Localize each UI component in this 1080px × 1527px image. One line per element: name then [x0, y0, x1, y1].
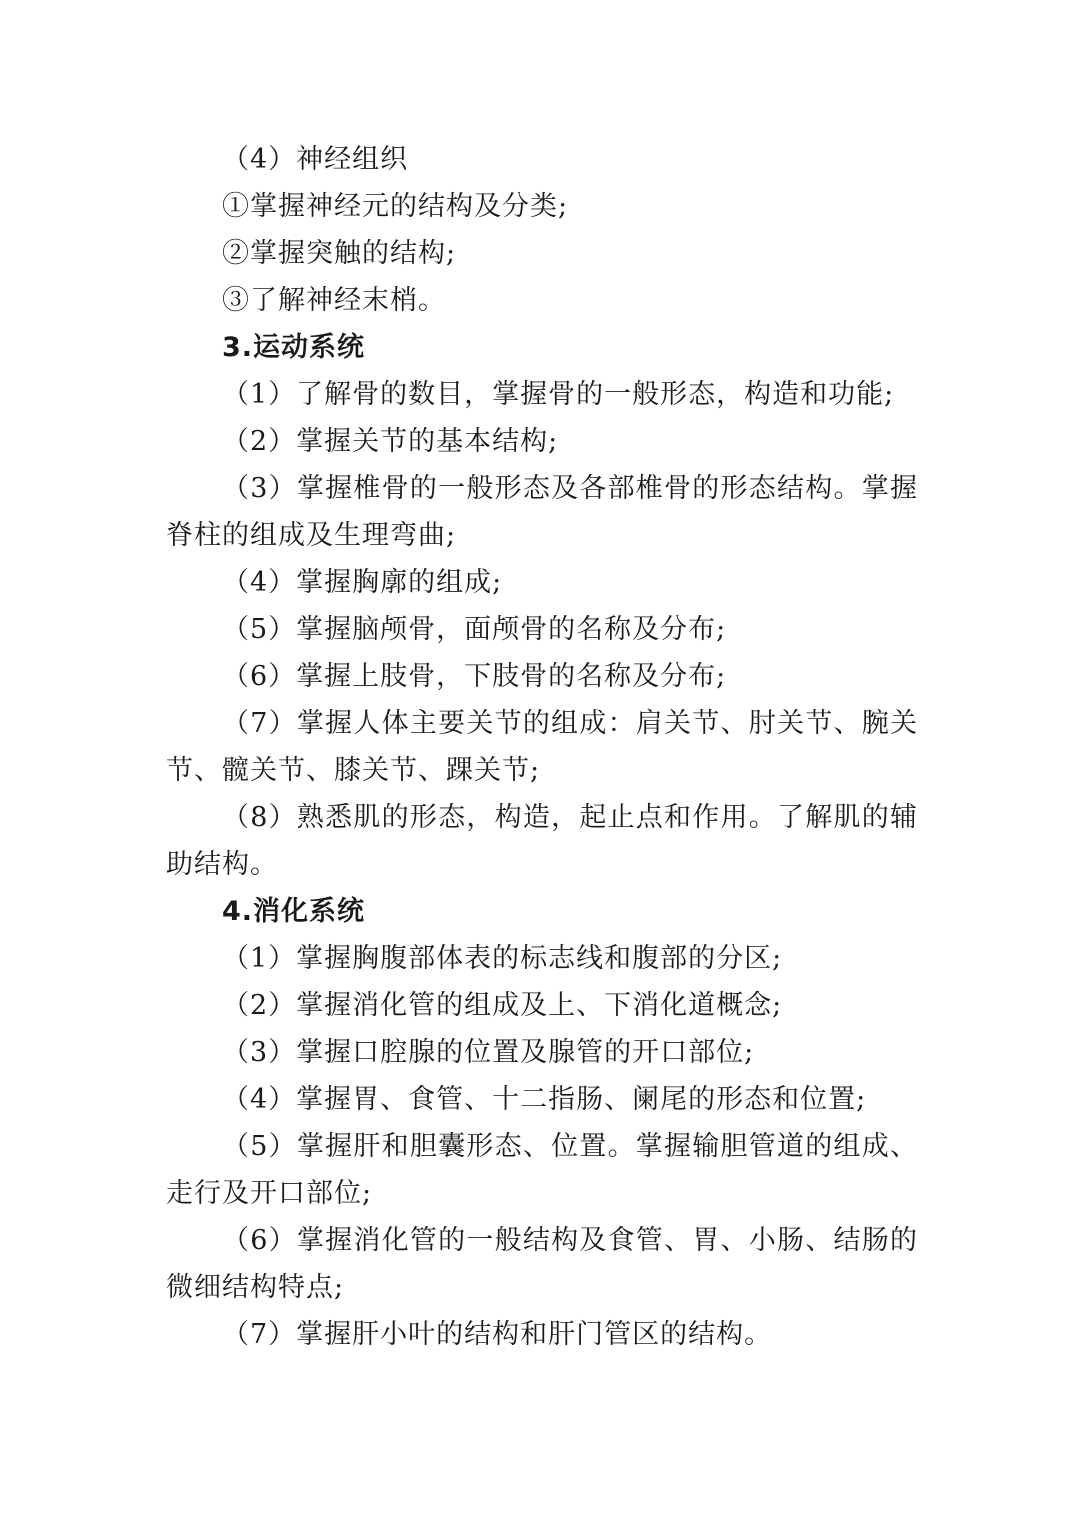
section-heading-motor-system: 3.运动系统: [222, 332, 366, 363]
list-item: （1）了解骨的数目，掌握骨的一般形态，构造和功能;: [222, 379, 895, 410]
list-item-continuation: 微细结构特点;: [166, 1272, 345, 1303]
list-item: （4）掌握胸廓的组成;: [222, 567, 503, 598]
list-item: （1）掌握胸腹部体表的标志线和腹部的分区;: [222, 943, 783, 974]
subsection-heading-nervous-tissue: （4）神经组织: [222, 144, 409, 175]
list-item: （8）熟悉肌的形态，构造，起止点和作用。了解肌的辅: [222, 802, 918, 833]
list-item: ③了解神经末梢。: [222, 285, 446, 316]
list-item: （5）掌握肝和胆囊形态、位置。掌握输胆管道的组成、: [222, 1131, 918, 1162]
document-body: [166, 136, 918, 1358]
list-item: （3）掌握口腔腺的位置及腺管的开口部位;: [222, 1037, 755, 1068]
list-item: （6）掌握上肢骨，下肢骨的名称及分布;: [222, 661, 727, 692]
list-item: （4）掌握胃、食管、十二指肠、阑尾的形态和位置;: [222, 1084, 867, 1115]
list-item-continuation: 走行及开口部位;: [166, 1178, 373, 1209]
list-item: ①掌握神经元的结构及分类;: [222, 191, 569, 222]
list-item: （7）掌握人体主要关节的组成：肩关节、肘关节、腕关: [222, 708, 918, 739]
list-item-continuation: 节、髋关节、膝关节、踝关节;: [166, 755, 541, 786]
list-item: （5）掌握脑颅骨，面颅骨的名称及分布;: [222, 614, 727, 645]
list-item: （2）掌握关节的基本结构;: [222, 426, 559, 457]
section-heading-digestive-system: 4.消化系统: [222, 896, 366, 927]
list-item-continuation: 助结构。: [166, 849, 278, 880]
list-item: （7）掌握肝小叶的结构和肝门管区的结构。: [222, 1319, 773, 1350]
list-item: （3）掌握椎骨的一般形态及各部椎骨的形态结构。掌握: [222, 473, 918, 504]
list-item: （6）掌握消化管的一般结构及食管、胃、小肠、结肠的: [222, 1225, 918, 1256]
list-item-continuation: 脊柱的组成及生理弯曲;: [166, 520, 457, 551]
list-item: （2）掌握消化管的组成及上、下消化道概念;: [222, 990, 783, 1021]
list-item: ②掌握突触的结构;: [222, 238, 457, 269]
